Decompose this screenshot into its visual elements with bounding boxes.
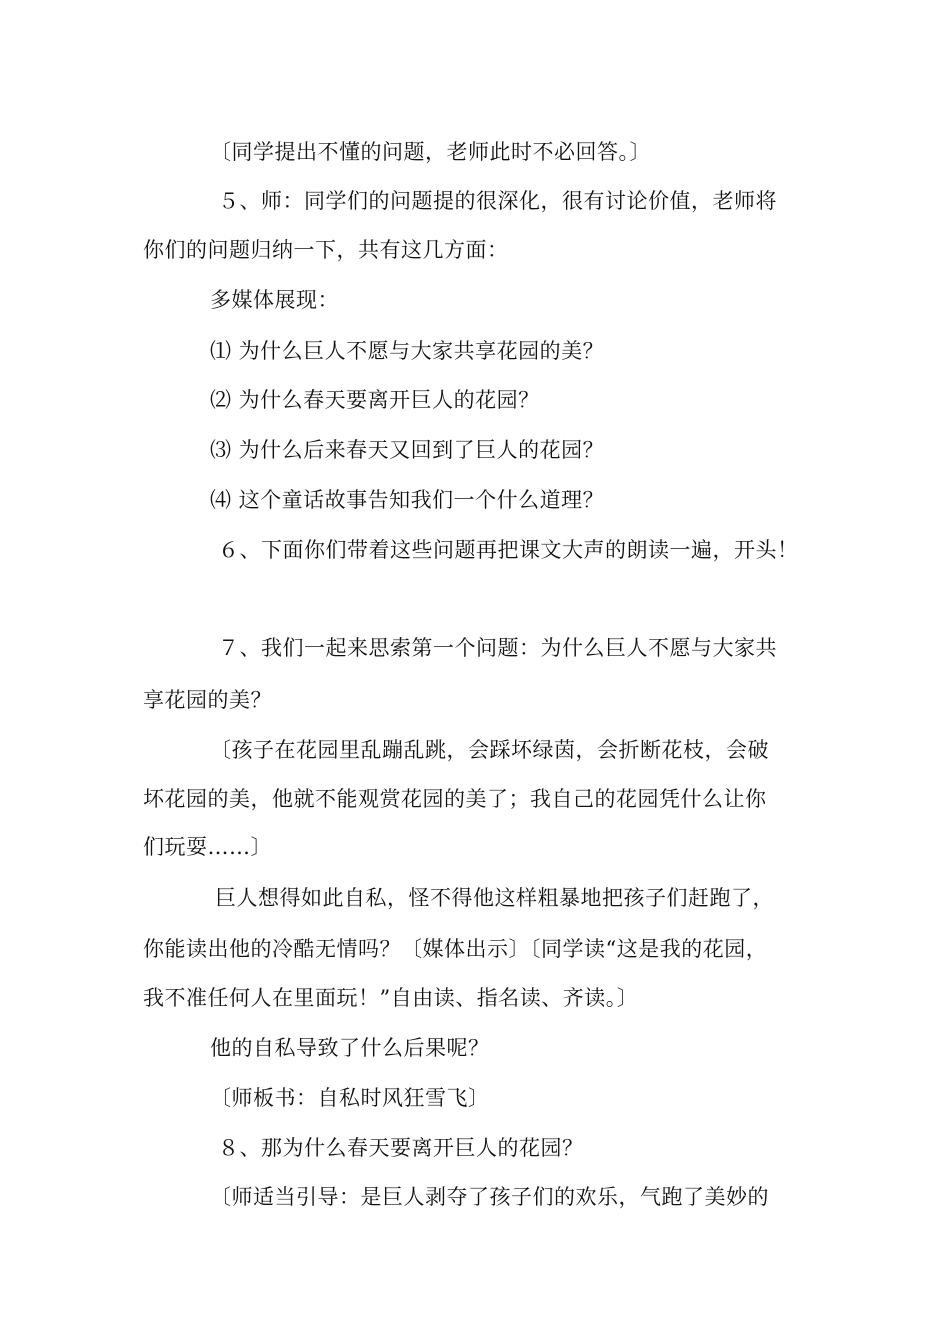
text-line: 享花园的美？ [143,688,272,712]
text-line: ８、那为什么春天要离开巨人的花园？ [218,1136,584,1160]
question-item: ⑷ 这个童话故事告知我们一个什么道理？ [210,488,605,512]
text-line: ５、师：同学们的问题提的很深化，很有讨论价值，老师将 [218,189,777,213]
text-line: 我不准任何人在里面玩！”自由读、指名读、齐读。〕 [143,986,639,1010]
text-line: 他的自私导致了什么后果呢？ [210,1036,490,1060]
text-line: 们玩耍……〕 [143,835,272,859]
text-line: 你能读出他的冷酷无情吗？〔媒体出示〕〔同学读“这是我的花园， [143,937,768,961]
text-line: 〔师适当引导：是巨人剥夺了孩子们的欢乐，气跑了美妙的 [210,1185,769,1209]
text-line: ７、我们一起来思索第一个问题：为什么巨人不愿与大家共 [218,636,777,660]
text-line: 〔同学提出不懂的问题，老师此时不必回答。〕 [210,140,651,164]
text-line: ６、下面你们带着这些问题再把课文大声的朗读一遍，开头！ [218,538,799,562]
text-line: 坏花园的美，他就不能观赏花园的美了；我自己的花园凭什么让你 [143,787,767,811]
question-item: ⑵ 为什么春天要离开巨人的花园？ [210,388,540,412]
text-line: 多媒体展现： [210,288,339,312]
text-line: 你们的问题归纳一下，共有这几方面： [143,238,509,262]
question-item: ⑶ 为什么后来春天又回到了巨人的花园？ [210,438,605,462]
question-item: ⑴ 为什么巨人不愿与大家共享花园的美？ [210,339,605,363]
text-line: 巨人想得如此自私，怪不得他这样粗暴地把孩子们赶跑了， [215,886,774,910]
text-line: 〔孩子在花园里乱蹦乱跳，会踩坏绿茵，会折断花枝，会破 [210,738,769,762]
text-line: 〔师板书：自私时风狂雪飞〕 [210,1086,490,1110]
